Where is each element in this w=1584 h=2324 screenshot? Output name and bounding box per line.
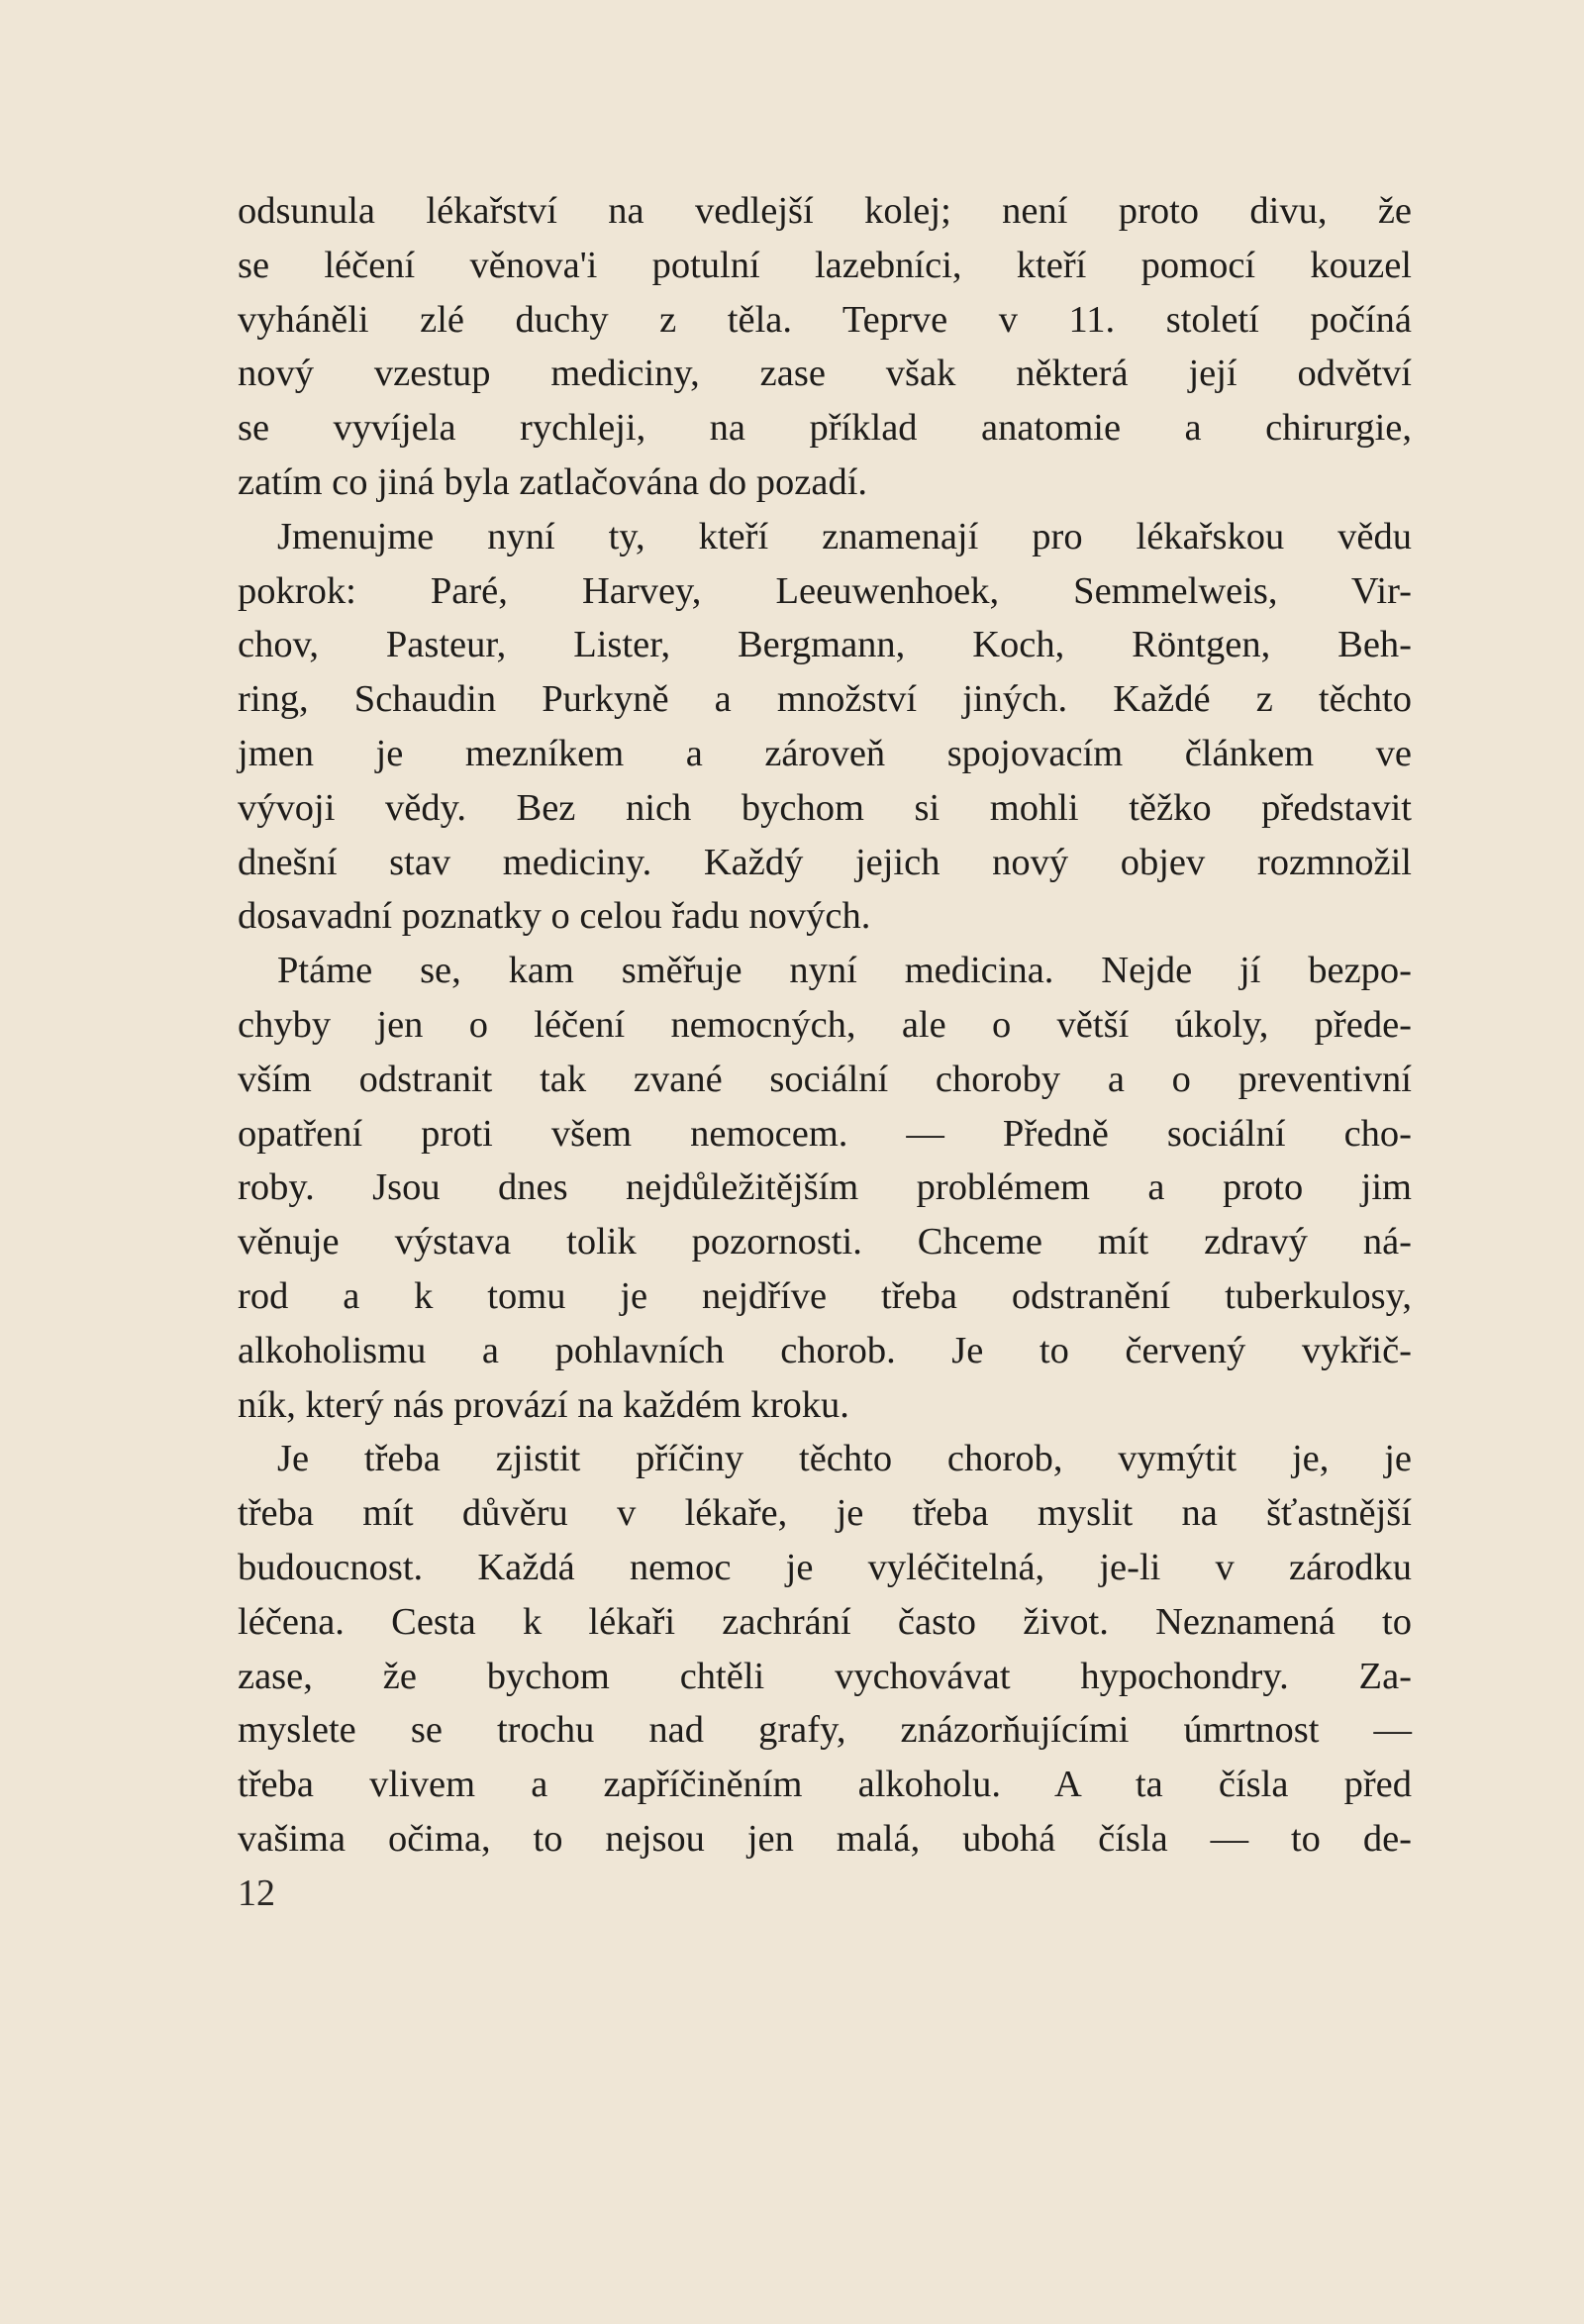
text-line: roby. Jsou dnes nejdůležitějším problémem a proto jim bbox=[238, 1166, 1412, 1209]
text-line: léčena. Cesta k lékaři zachrání často život. Neznamená to bbox=[238, 1600, 1412, 1643]
text-line: Ptáme se, kam směřuje nyní medicina. Nejde jí bezpo- bbox=[277, 950, 1412, 992]
text-line: Je třeba zjistit příčiny těchto chorob, vymýtit je, je bbox=[277, 1438, 1412, 1480]
text-line: zase, že bychom chtěli vychovávat hypochondry. Za- bbox=[238, 1655, 1412, 1697]
text-line: myslete se trochu nad grafy, znázorňujícími úmrtnost — bbox=[238, 1709, 1412, 1752]
page-number: 12 bbox=[238, 1872, 275, 1914]
text-line: alkoholismu a pohlavních chorob. Je to červený vykřič- bbox=[238, 1329, 1412, 1371]
text-line: pokrok: Paré, Harvey, Leeuwenhoek, Semmelweis, Vir- bbox=[238, 569, 1412, 612]
text-line: vývoji vědy. Bez nich bychom si mohli těžko představit bbox=[238, 786, 1412, 829]
text-line: vším odstranit tak zvané sociální choroby a o preventivní bbox=[238, 1058, 1412, 1100]
text-line: budoucnost. Každá nemoc je vyléčitelná, je-li v zárodku bbox=[238, 1546, 1412, 1588]
text-line: zatím co jiná byla zatlačována do pozadí. bbox=[238, 460, 868, 503]
text-line: dosavadní poznatky o celou řadu nových. bbox=[238, 895, 871, 938]
text-line: opatření proti všem nemocem. — Předně sociální cho- bbox=[238, 1112, 1412, 1155]
text-line: ring, Schaudin Purkyně a množství jiných. Každé z těchto bbox=[238, 678, 1412, 721]
text-line: se vyvíjela rychleji, na příklad anatomie a chirurgie, bbox=[238, 407, 1412, 450]
text-line: Jmenujme nyní ty, kteří znamenají pro lékařskou vědu bbox=[277, 515, 1412, 557]
text-line: se léčení věnova'i potulní lazebníci, kteří pomocí kouzel bbox=[238, 244, 1412, 286]
text-line: ník, který nás provází na každém kroku. bbox=[238, 1383, 849, 1426]
text-line: jmen je mezníkem a zároveň spojovacím článkem ve bbox=[238, 732, 1412, 774]
text-line: odsunula lékařství na vedlejší kolej; není proto divu, že bbox=[238, 190, 1412, 232]
text-line: chyby jen o léčení nemocných, ale o větší úkoly, přede- bbox=[238, 1003, 1412, 1046]
text-line: třeba vlivem a zapříčiněním alkoholu. A ta čísla před bbox=[238, 1764, 1412, 1806]
text-line: třeba mít důvěru v lékaře, je třeba myslit na šťastnější bbox=[238, 1492, 1412, 1535]
text-line: vašima očima, to nejsou jen malá, ubohá čísla — to de- bbox=[238, 1817, 1412, 1860]
text-line: nový vzestup mediciny, zase však některá její odvětví bbox=[238, 353, 1412, 395]
text-line: vyháněli zlé duchy z těla. Teprve v 11. století počíná bbox=[238, 298, 1412, 341]
text-line: věnuje výstava tolik pozornosti. Chceme mít zdravý ná- bbox=[238, 1221, 1412, 1263]
text-line: rod a k tomu je nejdříve třeba odstranění tuberkulosy, bbox=[238, 1274, 1412, 1317]
body-text bbox=[238, 184, 1412, 1867]
text-line: chov, Pasteur, Lister, Bergmann, Koch, Röntgen, Beh- bbox=[238, 624, 1412, 666]
text-line: dnešní stav mediciny. Každý jejich nový objev rozmnožil bbox=[238, 841, 1412, 883]
